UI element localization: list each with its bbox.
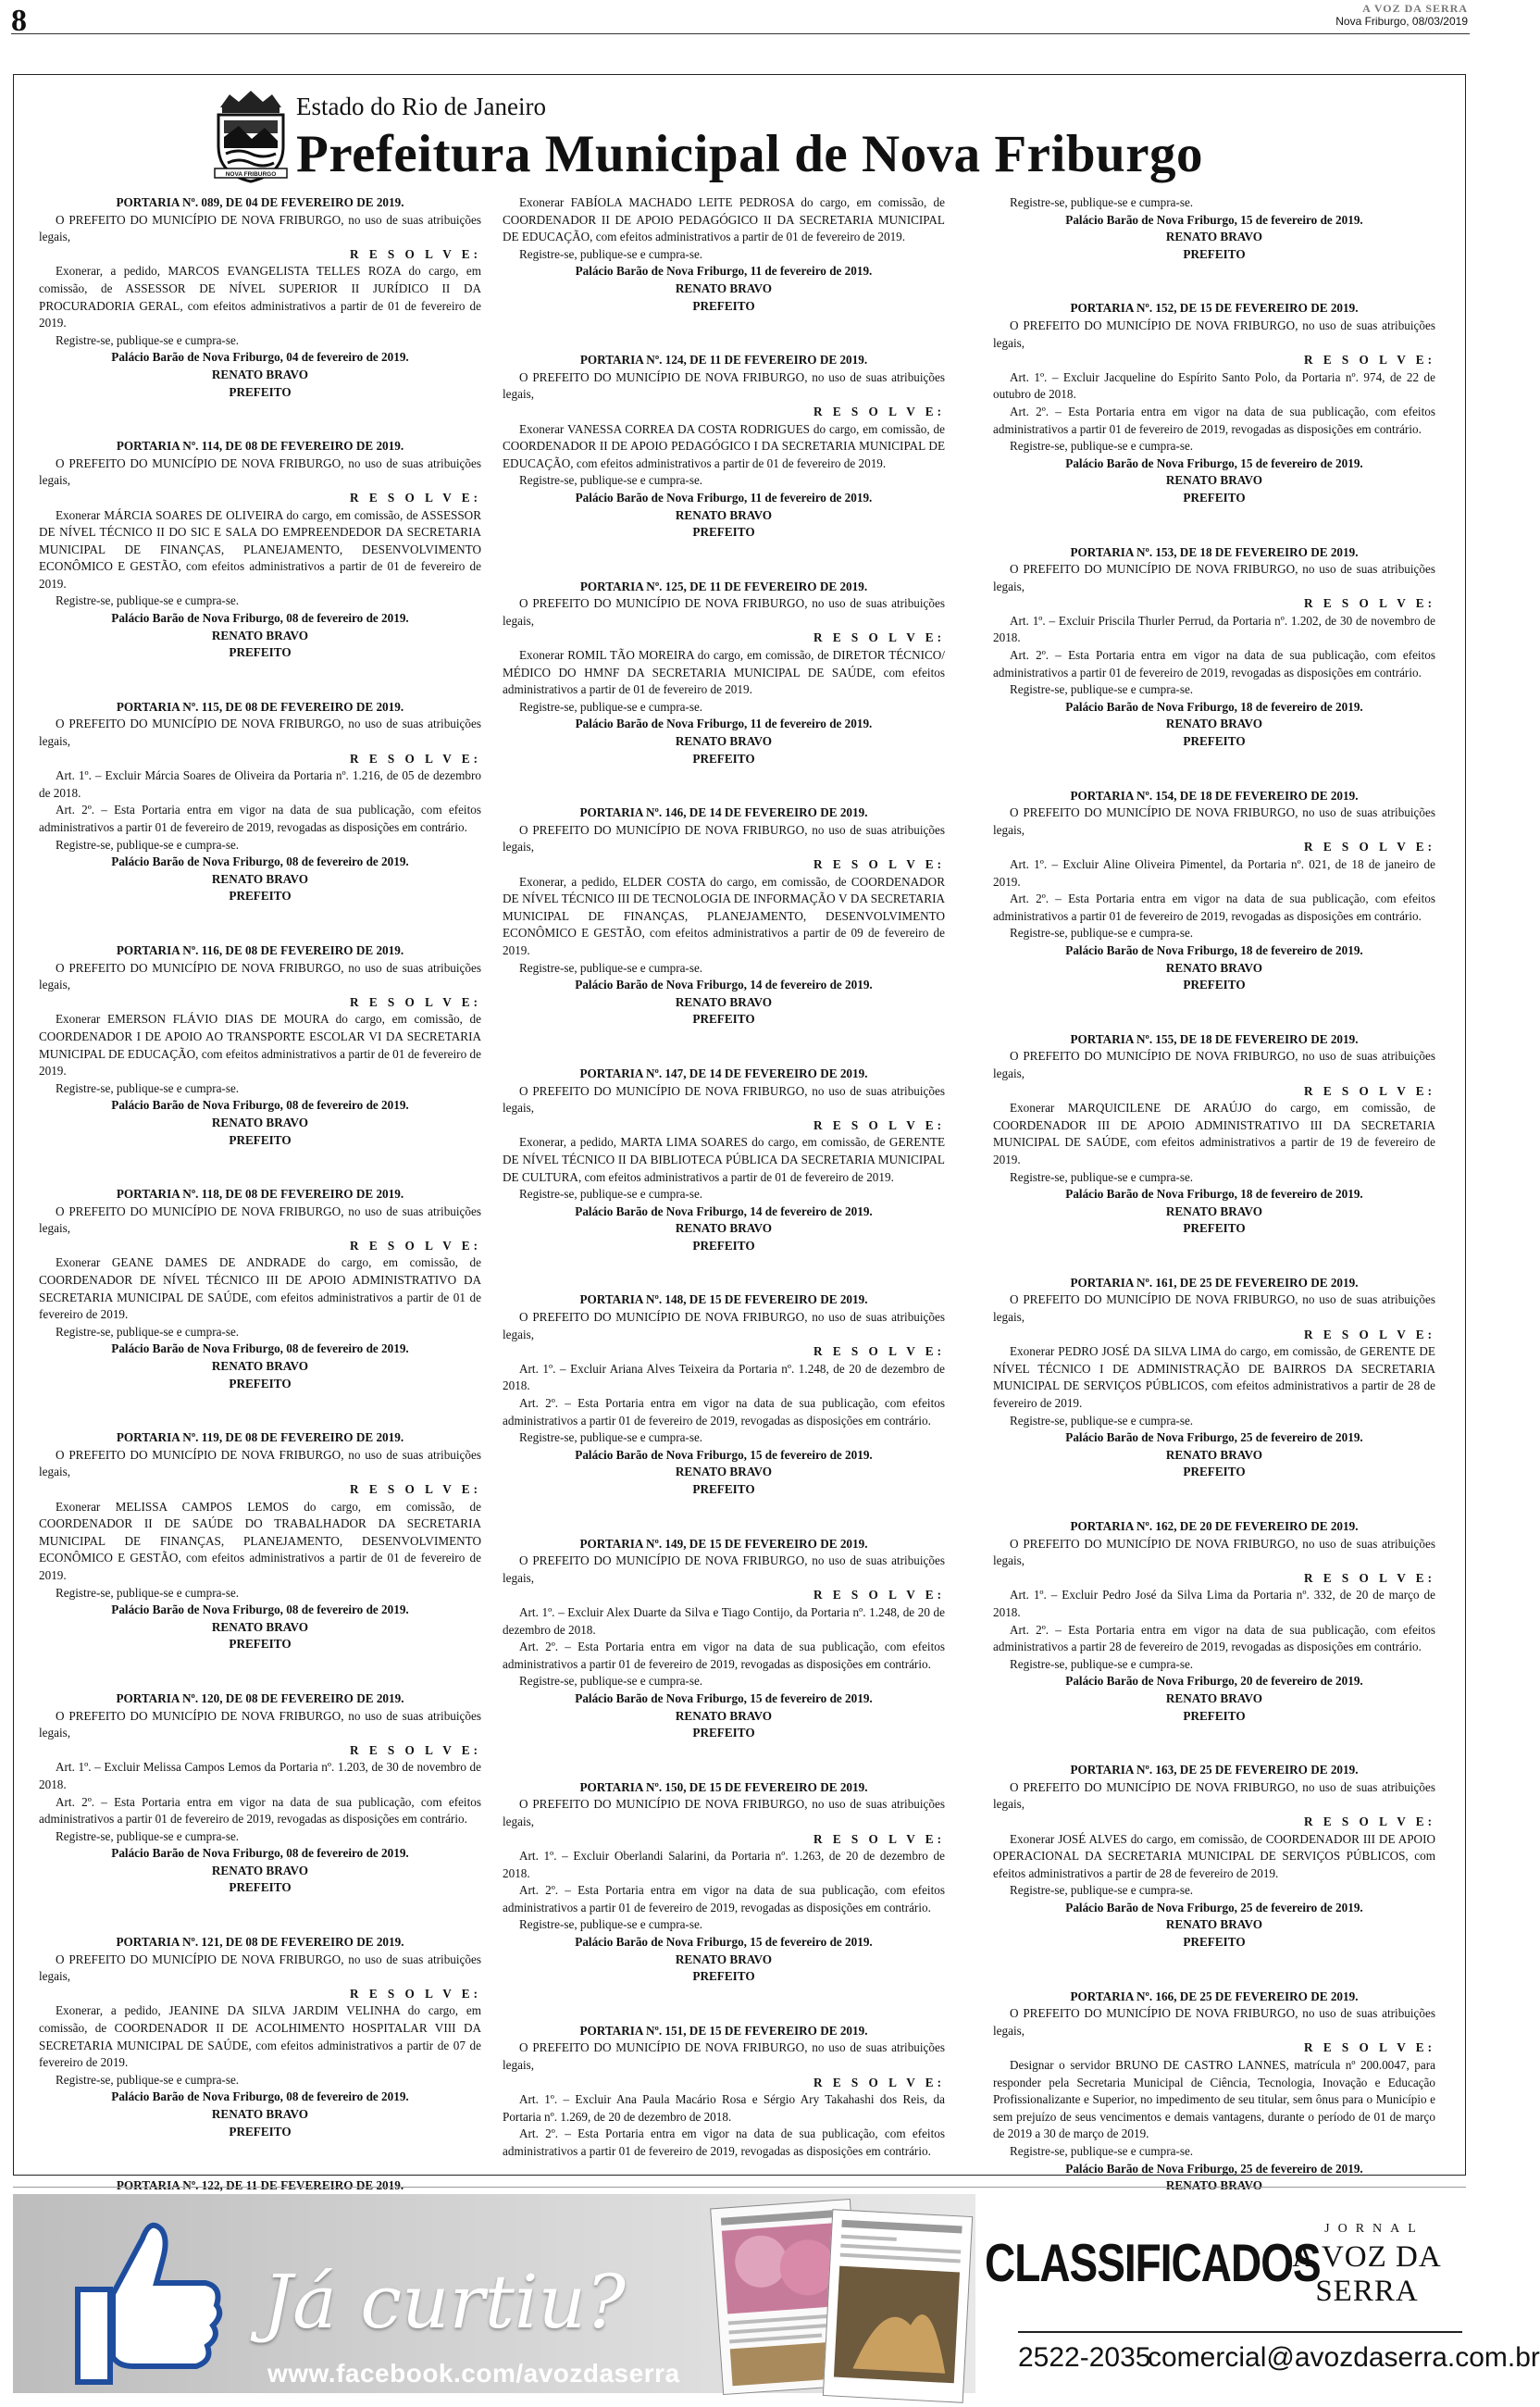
signatory-role: PREFEITO	[229, 384, 292, 399]
resolve-heading: R E S O L V E:	[1304, 1570, 1435, 1585]
portaria-notice	[503, 804, 945, 1029]
portaria-paragraph: Art. 1º. – Excluir Márcia Soares de Oliveira da Portaria nº. 1.216, de 05 de dezembro de 2018.	[39, 768, 481, 800]
portaria-paragraph: Art. 1º. – Excluir Ana Paula Macário Rosa e Sérgio Ary Takahashi dos Reis, da Portaria nº. 1.269, de 20 de dezembro de 2018.	[503, 2092, 945, 2124]
newspaper-thumbnail-2	[823, 2209, 973, 2403]
portaria-notice	[993, 300, 1435, 506]
resolve-heading: R E S O L V E:	[813, 1588, 945, 1603]
signatory-name: RENATO BRAVO	[1165, 2178, 1263, 2193]
portaria-paragraph: Art. 2º. – Esta Portaria entra em vigor na data de sua publicação, com efeitos administrativos a partir 01 de fevereiro de 2019, revogadas as disposições em contrário.	[503, 1640, 945, 1671]
crest-banner-text: NOVA FRIBURGO	[225, 171, 277, 178]
signatory-name: RENATO BRAVO	[675, 1952, 773, 1966]
portaria-notice	[39, 1690, 481, 1897]
signatory-name: RENATO BRAVO	[1165, 960, 1263, 975]
portaria-title: PORTARIA Nº. 118, DE 08 DE FEVEREIRO DE 2019.	[116, 1187, 404, 1202]
signatory-name: RENATO BRAVO	[675, 1221, 773, 1236]
signatory-role: PREFEITO	[692, 525, 755, 540]
portaria-signature-place: Palácio Barão de Nova Friburgo, 11 de fevereiro de 2019.	[575, 490, 873, 505]
signatory-role: PREFEITO	[692, 298, 755, 313]
portaria-signature-place: Palácio Barão de Nova Friburgo, 15 de fevereiro de 2019.	[1065, 455, 1363, 470]
resolve-heading: R E S O L V E:	[350, 1742, 481, 1757]
portaria-preamble: O PREFEITO DO MUNICÍPIO DE NOVA FRIBURGO, no uso de suas atribuições legais,	[503, 1310, 945, 1341]
portaria-closing: Registre-se, publique-se e cumpra-se.	[56, 1828, 240, 1843]
portaria-signature-place: Palácio Barão de Nova Friburgo, 15 de fevereiro de 2019.	[575, 1447, 873, 1462]
facebook-ad-headline: Já curtiu?	[263, 2259, 626, 2345]
portaria-title: PORTARIA Nº. 163, DE 25 DE FEVEREIRO DE 2019.	[1070, 1763, 1359, 1777]
resolve-heading: R E S O L V E:	[350, 490, 481, 505]
resolve-heading: R E S O L V E:	[813, 2075, 945, 2089]
portaria-closing: Registre-se, publique-se e cumpra-se.	[56, 837, 240, 852]
portaria-notice	[39, 1429, 481, 1653]
signatory-role: PREFEITO	[692, 1482, 755, 1496]
portaria-notice	[503, 352, 945, 542]
portaria-paragraph: Exonerar GEANE DAMES DE ANDRADE do cargo, em comissão, de COORDENADOR DE NÍVEL TÉCNICO III DE APOIO ADMINISTRATIVO DA SECRETARIA MUNICIPAL DE SAÚDE, com efeitos administrativos a partir de 01 de fevereiro de 2019.	[39, 1255, 481, 1322]
resolve-heading: R E S O L V E:	[350, 1238, 481, 1253]
resolve-heading: R E S O L V E:	[350, 1482, 481, 1496]
portaria-closing: Registre-se, publique-se e cumpra-se.	[56, 2072, 240, 2087]
portaria-paragraph: Art. 2º. – Esta Portaria entra em vigor na data de sua publicação, com efeitos administrativos a partir 01 de fevereiro de 2019, revogadas as disposições em contrário.	[503, 1883, 945, 1914]
running-head	[1335, 2, 1468, 28]
page-number: 8	[11, 4, 27, 38]
resolve-heading: R E S O L V E:	[1304, 1083, 1435, 1098]
portaria-title: PORTARIA Nº. 122, DE 11 DE FEVEREIRO DE 2019.	[116, 2178, 404, 2193]
portaria-title: PORTARIA Nº. 155, DE 18 DE FEVEREIRO DE 2019.	[1070, 1031, 1359, 1046]
portaria-title: PORTARIA Nº. 121, DE 08 DE FEVEREIRO DE 2019.	[116, 1935, 404, 1950]
portaria-paragraph: Exonerar, a pedido, MARTA LIMA SOARES do cargo, em comissão, de GERENTE DE NÍVEL TÉCNICO II DA BIBLIOTECA PÚBLICA DA SECRETARIA MUNICIPAL DE CULTURA, com efeitos administrativos a partir de 01 de fevereiro de 2019.	[503, 1135, 945, 1184]
portaria-preamble: O PREFEITO DO MUNICÍPIO DE NOVA FRIBURGO, no uso de suas atribuições legais,	[993, 1292, 1435, 1325]
portaria-title: PORTARIA Nº. 146, DE 14 DE FEVEREIRO DE 2019.	[579, 805, 868, 820]
portaria-closing: Registre-se, publique-se e cumpra-se.	[519, 699, 703, 714]
signatory-role: PREFEITO	[692, 1969, 755, 1984]
signatory-role: PREFEITO	[229, 1376, 292, 1391]
resolve-heading: R E S O L V E:	[1304, 596, 1435, 611]
portaria-notice	[503, 1536, 945, 1742]
portaria-preamble: O PREFEITO DO MUNICÍPIO DE NOVA FRIBURGO, no uso de suas atribuições legais,	[993, 1049, 1435, 1080]
signatory-role: PREFEITO	[1183, 734, 1246, 749]
portaria-signature-place: Palácio Barão de Nova Friburgo, 18 de fevereiro de 2019.	[1065, 942, 1363, 957]
portaria-closing: Registre-se, publique-se e cumpra-se.	[1010, 682, 1194, 697]
ad-separator	[13, 2187, 1466, 2188]
portaria-signature-place: Palácio Barão de Nova Friburgo, 25 de fevereiro de 2019.	[1065, 2161, 1363, 2176]
resolve-heading: R E S O L V E:	[813, 630, 945, 645]
signatory-name: RENATO BRAVO	[211, 1115, 309, 1129]
portaria-title: PORTARIA Nº. 151, DE 15 DE FEVEREIRO DE 2019.	[579, 2023, 868, 2038]
jornal-label: JORNAL	[1324, 2222, 1424, 2236]
prefeitura-title: Prefeitura Municipal de Nova Friburgo	[296, 125, 1204, 183]
signatory-role: PREFEITO	[229, 1880, 292, 1895]
portaria-signature-place: Palácio Barão de Nova Friburgo, 11 de fevereiro de 2019.	[575, 717, 873, 731]
classificados-title: CLASSIFICADOS	[985, 2232, 1321, 2293]
portaria-notice	[39, 1934, 481, 2140]
portaria-paragraph: Exonerar JOSÉ ALVES do cargo, em comissão, de COORDENADOR III DE APOIO OPERACIONAL DA SECRETARIA MUNICIPAL DE SERVIÇOS PÚBLICOS, com efeitos administrativos a partir de 28 de fevereiro de 2019.	[993, 1831, 1435, 1880]
portaria-preamble: O PREFEITO DO MUNICÍPIO DE NOVA FRIBURGO, no uso de suas atribuições legais,	[39, 717, 481, 749]
portaria-notice	[503, 1779, 945, 1986]
signatory-name: RENATO BRAVO	[211, 1619, 309, 1634]
portaria-paragraph: Designar o servidor BRUNO DE CASTRO LANNES, matrícula nº 200.0047, para responder pela Secretaria Municipal de Ciência, Tecnologia, Inovação e Educação Profissionalizante e Superior, no impedimento de seu titular, sem ônus para o Município e sem prejuízo de seus vencimentos e demais vantagens, durante o período de 01 de março de 2019 a 30 de março de 2019.	[993, 2058, 1435, 2141]
portaria-paragraph: Exonerar MELISSA CAMPOS LEMOS do cargo, em comissão, de COORDENADOR II DE SAÚDE DO TRABALHADOR DA SECRETARIA MUNICIPAL DE FINANÇAS, PLANEJAMENTO, DESENVOLVIMENTO ECONÔMICO E GESTÃO, com efeitos administrativos a partir de 01 de fevereiro de 2019.	[39, 1499, 481, 1582]
portaria-signature-place: Palácio Barão de Nova Friburgo, 18 de fevereiro de 2019.	[1065, 699, 1363, 714]
portaria-paragraph: Art. 1º. – Excluir Jacqueline do Espírito Santo Polo, da Portaria nº. 974, de 22 de outubro de 2018.	[993, 369, 1435, 402]
signatory-name: RENATO BRAVO	[211, 1359, 309, 1374]
portaria-notice	[39, 194, 481, 401]
portaria-preamble: O PREFEITO DO MUNICÍPIO DE NOVA FRIBURGO, no uso de suas atribuições legais,	[503, 1553, 945, 1585]
portaria-preamble: O PREFEITO DO MUNICÍPIO DE NOVA FRIBURGO, no uso de suas atribuições legais,	[39, 455, 481, 488]
portaria-preamble: O PREFEITO DO MUNICÍPIO DE NOVA FRIBURGO, no uso de suas atribuições legais,	[503, 596, 945, 628]
portaria-paragraph: Art. 2º. – Esta Portaria entra em vigor na data de sua publicação, com efeitos administrativos a partir 01 de fevereiro de 2019, revogadas as disposições em contrário.	[39, 1794, 481, 1827]
portaria-notice	[993, 1031, 1435, 1238]
signatory-name: RENATO BRAVO	[1165, 230, 1263, 244]
portaria-paragraph: Exonerar EMERSON FLÁVIO DIAS DE MOURA do cargo, em comissão, de COORDENADOR I DE APOIO AO TRANSPORTE ESCOLAR VI DA SECRETARIA MUNICIPAL DE EDUCAÇÃO, com efeitos administrativos a partir de 01 de fevereiro de 2019.	[39, 1012, 481, 1079]
signatory-role: PREFEITO	[229, 1132, 292, 1147]
signatory-name: RENATO BRAVO	[1165, 1690, 1263, 1705]
portaria-notice	[503, 579, 945, 768]
resolve-heading: R E S O L V E:	[350, 751, 481, 766]
signatory-name: RENATO BRAVO	[675, 281, 773, 295]
portaria-paragraph: Art. 2º. – Esta Portaria entra em vigor na data de sua publicação, com efeitos administrativos a partir 01 de fevereiro de 2019, revogadas as disposições em contrário.	[993, 404, 1435, 436]
resolve-heading: R E S O L V E:	[350, 246, 481, 261]
signatory-name: RENATO BRAVO	[675, 507, 773, 522]
portaria-title: PORTARIA Nº. 125, DE 11 DE FEVEREIRO DE 2019.	[579, 579, 868, 593]
signatory-role: PREFEITO	[229, 645, 292, 660]
portaria-notice	[39, 699, 481, 905]
notices-column-1	[39, 194, 481, 2193]
portaria-notice	[993, 194, 1435, 263]
thumbs-up-icon	[41, 2201, 226, 2387]
portaria-title: PORTARIA Nº. 162, DE 20 DE FEVEREIRO DE 2019.	[1070, 1519, 1359, 1533]
notices-column-3	[993, 194, 1435, 2193]
phone-number[interactable]: 2522-2035	[1018, 2342, 1151, 2373]
portaria-notice	[503, 2023, 945, 2161]
portaria-title: PORTARIA Nº. 152, DE 15 DE FEVEREIRO DE 2019.	[1070, 301, 1359, 316]
portaria-signature-place: Palácio Barão de Nova Friburgo, 08 de fevereiro de 2019.	[111, 854, 409, 869]
portaria-notice	[993, 1989, 1435, 2213]
portaria-paragraph: Art. 2º. – Esta Portaria entra em vigor na data de sua publicação, com efeitos administrativos a partir 28 de fevereiro de 2019, revogadas as disposições em contrário.	[993, 1622, 1435, 1654]
resolve-heading: R E S O L V E:	[1304, 2040, 1435, 2055]
signatory-name: RENATO BRAVO	[1165, 1447, 1263, 1462]
portaria-title: PORTARIA Nº. 153, DE 18 DE FEVEREIRO DE 2019.	[1070, 544, 1359, 559]
portaria-title: PORTARIA Nº. 116, DE 08 DE FEVEREIRO DE 2019.	[116, 942, 404, 957]
portaria-closing: Registre-se, publique-se e cumpra-se.	[1010, 1656, 1194, 1671]
portaria-title: PORTARIA Nº. 154, DE 18 DE FEVEREIRO DE 2019.	[1070, 788, 1359, 803]
portaria-preamble: O PREFEITO DO MUNICÍPIO DE NOVA FRIBURGO, no uso de suas atribuições legais,	[503, 369, 945, 402]
portaria-signature-place: Palácio Barão de Nova Friburgo, 14 de fevereiro de 2019.	[575, 978, 873, 992]
portaria-signature-place: Palácio Barão de Nova Friburgo, 04 de fevereiro de 2019.	[111, 350, 409, 365]
portaria-closing: Registre-se, publique-se e cumpra-se.	[1010, 1883, 1194, 1898]
portaria-paragraph: Art. 2º. – Esta Portaria entra em vigor na data de sua publicação, com efeitos administrativos a partir 01 de fevereiro de 2019, revogadas as disposições em contrário.	[993, 892, 1435, 923]
portaria-signature-place: Palácio Barão de Nova Friburgo, 11 de fevereiro de 2019.	[575, 264, 873, 279]
page-top-bar	[0, 0, 1481, 37]
portaria-preamble: O PREFEITO DO MUNICÍPIO DE NOVA FRIBURGO, no uso de suas atribuições legais,	[993, 1779, 1435, 1812]
signatory-role: PREFEITO	[1183, 1465, 1246, 1479]
portaria-paragraph: Art. 1º. – Excluir Ariana Alves Teixeira da Portaria nº. 1.248, de 20 de dezembro de 2018.	[503, 1361, 945, 1393]
signatory-role: PREFEITO	[692, 1012, 755, 1027]
portaria-notice	[503, 1291, 945, 1498]
portaria-title: PORTARIA Nº. 114, DE 08 DE FEVEREIRO DE 2019.	[116, 439, 404, 454]
portaria-title: PORTARIA Nº. 148, DE 15 DE FEVEREIRO DE 2019.	[579, 1292, 868, 1307]
signatory-role: PREFEITO	[1183, 1935, 1246, 1950]
portaria-notice	[993, 1762, 1435, 1952]
portaria-preamble: O PREFEITO DO MUNICÍPIO DE NOVA FRIBURGO, no uso de suas atribuições legais,	[993, 318, 1435, 350]
portaria-paragraph: Exonerar MARQUICILENE DE ARAÚJO do cargo, em comissão, de COORDENADOR III DE APOIO ADMINISTRATIVO III DA SECRETARIA MUNICIPAL DE SAÚDE, com efeitos administrativos a partir de 19 de fevereiro de 2019.	[993, 1101, 1435, 1166]
signatory-role: PREFEITO	[1183, 246, 1246, 261]
resolve-heading: R E S O L V E:	[1304, 353, 1435, 368]
facebook-ad[interactable]	[13, 2194, 975, 2393]
signatory-name: RENATO BRAVO	[675, 1708, 773, 1723]
portaria-signature-place: Palácio Barão de Nova Friburgo, 08 de fevereiro de 2019.	[111, 1846, 409, 1861]
portaria-signature-place: Palácio Barão de Nova Friburgo, 25 de fevereiro de 2019.	[1065, 1430, 1363, 1445]
portaria-closing: Registre-se, publique-se e cumpra-se.	[56, 593, 240, 608]
portaria-closing: Registre-se, publique-se e cumpra-se.	[56, 1324, 240, 1339]
portaria-closing: Registre-se, publique-se e cumpra-se.	[519, 473, 703, 488]
portaria-title: PORTARIA Nº. 119, DE 08 DE FEVEREIRO DE 2019.	[116, 1430, 404, 1445]
signatory-name: RENATO BRAVO	[1165, 1204, 1263, 1218]
portaria-closing: Registre-se, publique-se e cumpra-se.	[519, 1674, 703, 1689]
portaria-closing: Registre-se, publique-se e cumpra-se.	[1010, 439, 1194, 454]
portaria-notice	[39, 1186, 481, 1392]
resolve-heading: R E S O L V E:	[813, 1344, 945, 1359]
portaria-paragraph: Exonerar VANESSA CORREA DA COSTA RODRIGUES do cargo, em comissão, de COORDENADOR II DE APOIO PEDAGÓGICO I DA SECRETARIA MUNICIPAL DE EDUCAÇÃO, com efeitos administrativos a partir de 01 de fevereiro de 2019.	[503, 421, 945, 470]
portaria-title: PORTARIA Nº. 150, DE 15 DE FEVEREIRO DE 2019.	[579, 1779, 868, 1794]
portaria-preamble: O PREFEITO DO MUNICÍPIO DE NOVA FRIBURGO, no uso de suas atribuições legais,	[39, 1447, 481, 1479]
portaria-notice	[993, 788, 1435, 994]
signatory-name: RENATO BRAVO	[675, 734, 773, 749]
signatory-role: PREFEITO	[1183, 1708, 1246, 1723]
signatory-role: PREFEITO	[692, 751, 755, 766]
resolve-heading: R E S O L V E:	[813, 404, 945, 418]
portaria-preamble: O PREFEITO DO MUNICÍPIO DE NOVA FRIBURGO, no uso de suas atribuições legais,	[503, 1797, 945, 1828]
portaria-paragraph: Exonerar ROMIL TÃO MOREIRA do cargo, em comissão, de DIRETOR TÉCNICO/ MÉDICO DO HMNF DA SECRETARIA MUNICIPAL DE SAÚDE, com efeitos administrativos a partir de 01 de fevereiro de 2019.	[503, 648, 945, 697]
portaria-closing: Registre-se, publique-se e cumpra-se.	[1010, 926, 1194, 941]
portaria-signature-place: Palácio Barão de Nova Friburgo, 15 de fevereiro de 2019.	[1065, 212, 1363, 227]
resolve-heading: R E S O L V E:	[350, 994, 481, 1009]
facebook-url-link[interactable]: www.facebook.com/avozdaserra	[267, 2359, 680, 2388]
portaria-preamble: O PREFEITO DO MUNICÍPIO DE NOVA FRIBURGO, no uso de suas atribuições legais,	[39, 960, 481, 992]
portaria-preamble: O PREFEITO DO MUNICÍPIO DE NOVA FRIBURGO, no uso de suas atribuições legais,	[503, 2040, 945, 2073]
portaria-preamble: O PREFEITO DO MUNICÍPIO DE NOVA FRIBURGO, no uso de suas atribuições legais,	[993, 805, 1435, 837]
portaria-preamble: O PREFEITO DO MUNICÍPIO DE NOVA FRIBURGO, no uso de suas atribuições legais,	[993, 2006, 1435, 2038]
brand-name: A VOZ DA SERRA	[1292, 2240, 1442, 2308]
portaria-preamble: O PREFEITO DO MUNICÍPIO DE NOVA FRIBURGO, no uso de suas atribuições legais,	[39, 212, 481, 244]
portaria-signature-place: Palácio Barão de Nova Friburgo, 14 de fevereiro de 2019.	[575, 1204, 873, 1218]
portaria-closing: Registre-se, publique-se e cumpra-se.	[56, 1080, 240, 1095]
prefeitura-header	[211, 87, 1322, 189]
portaria-preamble: O PREFEITO DO MUNICÍPIO DE NOVA FRIBURGO, no uso de suas atribuições legais,	[39, 1204, 481, 1236]
notices-column-2	[503, 194, 945, 2171]
top-rule	[11, 33, 1470, 34]
portaria-closing: Registre-se, publique-se e cumpra-se.	[519, 1430, 703, 1445]
signatory-role: PREFEITO	[1183, 978, 1246, 992]
portaria-preamble: O PREFEITO DO MUNICÍPIO DE NOVA FRIBURGO, no uso de suas atribuições legais,	[39, 1708, 481, 1740]
portaria-paragraph: Exonerar PEDRO JOSÉ DA SILVA LIMA do cargo, em comissão, de GERENTE DE NÍVEL TÉCNICO I DE ADMINISTRAÇÃO DE BAIRROS DA SECRETARIA MUNICIPAL DE SERVIÇOS PÚBLICOS, com efeitos administrativos a partir de 28 de fevereiro de 2019.	[993, 1344, 1435, 1411]
portaria-notice	[39, 942, 481, 1149]
portaria-notice	[993, 544, 1435, 751]
portaria-signature-place: Palácio Barão de Nova Friburgo, 08 de fevereiro de 2019.	[111, 1341, 409, 1356]
portaria-closing: Registre-se, publique-se e cumpra-se.	[1010, 1169, 1194, 1184]
signatory-name: RENATO BRAVO	[1165, 1917, 1263, 1932]
municipal-crest-icon	[211, 89, 291, 185]
signatory-name: RENATO BRAVO	[1165, 473, 1263, 488]
resolve-heading: R E S O L V E:	[1304, 1814, 1435, 1828]
portaria-signature-place: Palácio Barão de Nova Friburgo, 20 de fevereiro de 2019.	[1065, 1674, 1363, 1689]
signatory-role: PREFEITO	[692, 1238, 755, 1253]
portaria-title: PORTARIA Nº. 149, DE 15 DE FEVEREIRO DE 2019.	[579, 1536, 868, 1551]
classificados-rule	[1018, 2331, 1462, 2333]
portaria-preamble: O PREFEITO DO MUNICÍPIO DE NOVA FRIBURGO, no uso de suas atribuições legais,	[503, 1083, 945, 1116]
portaria-paragraph: Exonerar MÁRCIA SOARES DE OLIVEIRA do cargo, em comissão, de ASSESSOR DE NÍVEL TÉCNICO II DO SIC E SALA DO EMPREENDEDOR DA SECRETARIA MUNICIPAL DE FINANÇAS, PLANEJAMENTO, DESENVOLVIMENTO ECONÔMICO E GESTÃO, com efeitos administrativos a partir de 01 de fevereiro de 2019.	[39, 507, 481, 591]
portaria-title: PORTARIA Nº. 089, DE 04 DE FEVEREIRO DE 2019.	[116, 195, 404, 209]
signatory-role: PREFEITO	[1183, 490, 1246, 505]
portaria-notice	[503, 1066, 945, 1255]
signatory-role: PREFEITO	[692, 1726, 755, 1740]
portaria-preamble: O PREFEITO DO MUNICÍPIO DE NOVA FRIBURGO, no uso de suas atribuições legais,	[993, 1536, 1435, 1568]
newspaper-name: A VOZ DA SERRA	[1362, 2, 1468, 15]
portaria-paragraph: Art. 1º. – Excluir Melissa Campos Lemos da Portaria nº. 1.203, de 30 de novembro de 2018.	[39, 1760, 481, 1791]
portaria-title: PORTARIA Nº. 120, DE 08 DE FEVEREIRO DE 2019.	[116, 1690, 404, 1705]
portaria-signature-place: Palácio Barão de Nova Friburgo, 15 de fevereiro de 2019.	[575, 1690, 873, 1705]
classificados-ad[interactable]	[981, 2194, 1540, 2393]
portaria-paragraph: Art. 2º. – Esta Portaria entra em vigor na data de sua publicação, com efeitos administrativos a partir 01 de fevereiro de 2019, revogadas as disposições em contrário.	[39, 803, 481, 834]
portaria-signature-place: Palácio Barão de Nova Friburgo, 25 de fevereiro de 2019.	[1065, 1900, 1363, 1914]
signatory-name: RENATO BRAVO	[211, 871, 309, 886]
resolve-heading: R E S O L V E:	[350, 1986, 481, 2001]
signatory-role: PREFEITO	[229, 889, 292, 904]
portaria-paragraph: Art. 2º. – Esta Portaria entra em vigor na data de sua publicação, com efeitos administrativos a partir 01 de fevereiro de 2019, revogadas as disposições em contrário.	[503, 2126, 945, 2158]
portaria-title: PORTARIA Nº. 166, DE 25 DE FEVEREIRO DE 2019.	[1070, 1989, 1359, 2003]
signatory-name: RENATO BRAVO	[211, 2107, 309, 2121]
portaria-preamble: O PREFEITO DO MUNICÍPIO DE NOVA FRIBURGO, no uso de suas atribuições legais,	[39, 1952, 481, 1984]
signatory-name: RENATO BRAVO	[211, 628, 309, 642]
portaria-signature-place: Palácio Barão de Nova Friburgo, 08 de fevereiro de 2019.	[111, 1098, 409, 1113]
signatory-role: PREFEITO	[229, 1637, 292, 1652]
state-name: Estado do Rio de Janeiro	[296, 93, 546, 120]
resolve-heading: R E S O L V E:	[813, 1831, 945, 1846]
email-link[interactable]: comercial@avozdaserra.com.br	[1148, 2342, 1540, 2373]
portaria-closing: Registre-se, publique-se e cumpra-se.	[519, 1187, 703, 1202]
portaria-title: PORTARIA Nº. 161, DE 25 DE FEVEREIRO DE 2019.	[1070, 1275, 1359, 1290]
portaria-paragraph: Art. 2º. – Esta Portaria entra em vigor na data de sua publicação, com efeitos administrativos a partir 01 de fevereiro de 2019, revogadas as disposições em contrário.	[503, 1396, 945, 1428]
portaria-signature-place: Palácio Barão de Nova Friburgo, 08 de fevereiro de 2019.	[111, 1603, 409, 1617]
portaria-paragraph: Art. 1º. – Excluir Aline Oliveira Pimentel, da Portaria nº. 021, de 18 de janeiro de 2019.	[993, 857, 1435, 889]
resolve-heading: R E S O L V E:	[1304, 840, 1435, 854]
resolve-heading: R E S O L V E:	[1304, 1327, 1435, 1341]
portaria-notice	[993, 1518, 1435, 1725]
portaria-paragraph: Art. 1º. – Excluir Alex Duarte da Silva e Tiago Contijo, da Portaria nº. 1.248, de 20 de dezembro de 2018.	[503, 1604, 945, 1637]
resolve-heading: R E S O L V E:	[813, 1117, 945, 1132]
edition-date: Nova Friburgo, 08/03/2019	[1335, 15, 1468, 28]
portaria-closing: Registre-se, publique-se e cumpra-se.	[1010, 2144, 1194, 2158]
portaria-paragraph: Art. 1º. – Excluir Oberlandi Salarini, da Portaria nº. 1.263, de 20 de dezembro de 2018.	[503, 1849, 945, 1880]
signatory-name: RENATO BRAVO	[211, 367, 309, 381]
portaria-paragraph: Art. 2º. – Esta Portaria entra em vigor na data de sua publicação, com efeitos administrativos a partir 01 de fevereiro de 2019, revogadas as disposições em contrário.	[993, 648, 1435, 680]
portaria-notice	[503, 194, 945, 315]
portaria-closing: Registre-se, publique-se e cumpra-se.	[56, 1585, 240, 1600]
portaria-closing: Registre-se, publique-se e cumpra-se.	[519, 1917, 703, 1932]
portaria-signature-place: Palácio Barão de Nova Friburgo, 08 de fevereiro de 2019.	[111, 2089, 409, 2104]
portaria-closing: Registre-se, publique-se e cumpra-se.	[56, 332, 240, 347]
signatory-name: RENATO BRAVO	[675, 994, 773, 1009]
portaria-paragraph: Exonerar, a pedido, MARCOS EVANGELISTA TELLES ROZA do cargo, em comissão, de ASSESSOR DE NÍVEL SUPERIOR II JURÍDICO II DA PROCURADORIA GERAL, com efeitos administrativos a partir de 01 de fevereiro de 2019.	[39, 264, 481, 330]
portaria-notice	[39, 438, 481, 662]
portaria-title: PORTARIA Nº. 147, DE 14 DE FEVEREIRO DE 2019.	[579, 1066, 868, 1080]
portaria-closing: Registre-se, publique-se e cumpra-se.	[519, 960, 703, 975]
portaria-signature-place: Palácio Barão de Nova Friburgo, 08 de fevereiro de 2019.	[111, 611, 409, 626]
portaria-paragraph: Exonerar, a pedido, JEANINE DA SILVA JARDIM VELINHA do cargo, em comissão, de COORDENADOR II DE ACOLHIMENTO HOSPITALAR VIII DA SECRETARIA MUNICIPAL DE SAÚDE, com efeitos administrativos a partir de 07 de fevereiro de 2019.	[39, 2003, 481, 2070]
resolve-heading: R E S O L V E:	[813, 857, 945, 871]
portaria-preamble: O PREFEITO DO MUNICÍPIO DE NOVA FRIBURGO, no uso de suas atribuições legais,	[993, 562, 1435, 593]
portaria-title: PORTARIA Nº. 115, DE 08 DE FEVEREIRO DE 2019.	[116, 699, 404, 714]
portaria-paragraph: Art. 1º. – Excluir Priscila Thurler Perrud, da Portaria nº. 1.202, de 30 de novembro de 2018.	[993, 613, 1435, 645]
signatory-name: RENATO BRAVO	[211, 1863, 309, 1877]
signatory-name: RENATO BRAVO	[675, 1465, 773, 1479]
portaria-paragraph: Exonerar, a pedido, ELDER COSTA do cargo, em comissão, de COORDENADOR DE NÍVEL TÉCNICO III DE TECNOLOGIA DE INFORMAÇÃO V DA SECRETARIA MUNICIPAL DE FINANÇAS, PLANEJAMENTO, DESENVOLVIMENTO ECONÔMICO E GESTÃO, com efeitos administrativos a partir de 09 de fevereiro de 2019.	[503, 874, 945, 957]
portaria-title: PORTARIA Nº. 124, DE 11 DE FEVEREIRO DE 2019.	[579, 353, 868, 368]
signatory-name: RENATO BRAVO	[1165, 717, 1263, 731]
portaria-closing: Registre-se, publique-se e cumpra-se.	[519, 246, 703, 261]
portaria-closing: Registre-se, publique-se e cumpra-se.	[1010, 1413, 1194, 1428]
portaria-paragraph: Art. 1º. – Excluir Pedro José da Silva Lima da Portaria nº. 332, de 20 de março de 2018.	[993, 1588, 1435, 1619]
portaria-notice	[993, 1275, 1435, 1481]
portaria-paragraph: Exonerar FABÍOLA MACHADO LEITE PEDROSA do cargo, em comissão, de COORDENADOR II DE APOIO PEDAGÓGICO II DA SECRETARIA MUNICIPAL DE EDUCAÇÃO, com efeitos administrativos a partir de 01 de fevereiro de 2019.	[503, 195, 945, 244]
portaria-signature-place: Palácio Barão de Nova Friburgo, 18 de fevereiro de 2019.	[1065, 1187, 1363, 1202]
portaria-closing: Registre-se, publique-se e cumpra-se.	[1010, 195, 1194, 209]
portaria-signature-place: Palácio Barão de Nova Friburgo, 15 de fevereiro de 2019.	[575, 1935, 873, 1950]
portaria-preamble: O PREFEITO DO MUNICÍPIO DE NOVA FRIBURGO, no uso de suas atribuições legais,	[503, 822, 945, 854]
signatory-role: PREFEITO	[1183, 1221, 1246, 1236]
signatory-role: PREFEITO	[229, 2124, 292, 2139]
